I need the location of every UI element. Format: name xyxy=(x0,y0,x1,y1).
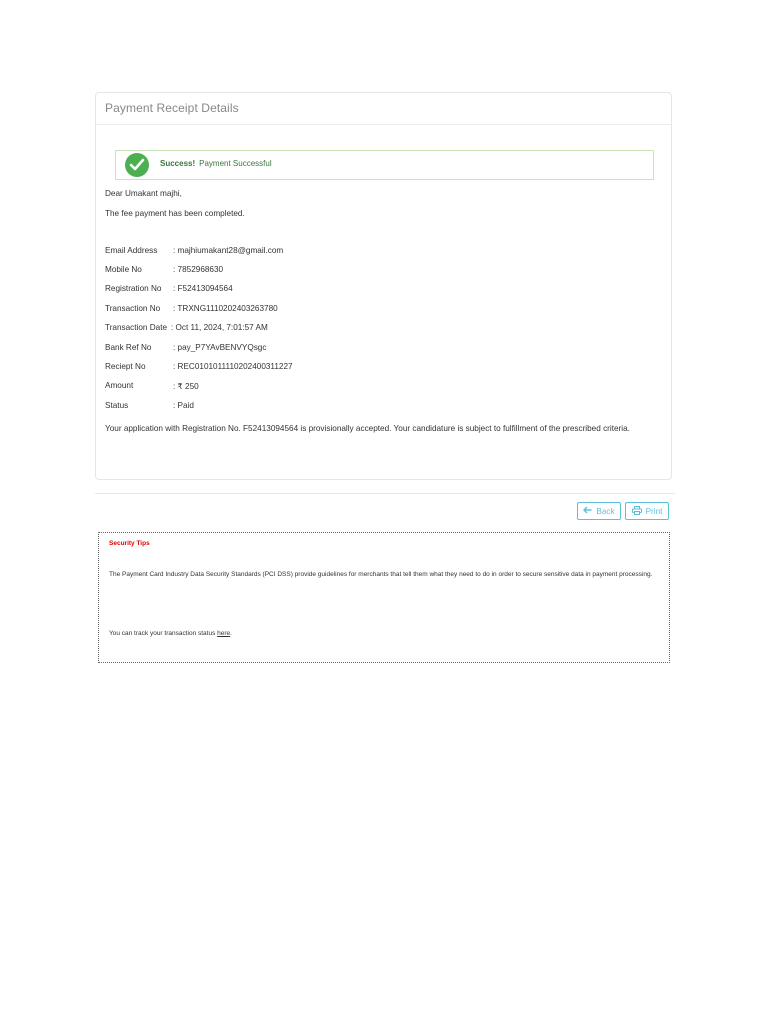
detail-value: : pay_P7YAvBENVYQsgc xyxy=(173,343,267,352)
detail-value: : majhiumakant28@gmail.com xyxy=(173,246,284,255)
divider xyxy=(95,493,675,494)
check-circle-icon xyxy=(125,153,149,177)
detail-value: : Oct 11, 2024, 7:01:57 AM xyxy=(171,323,268,332)
back-label: Back xyxy=(596,506,615,516)
detail-label: Email Address xyxy=(105,246,158,255)
detail-value: : F52413094564 xyxy=(173,284,233,293)
detail-label: Registration No xyxy=(105,284,162,293)
greeting: Dear Umakant majhi, xyxy=(105,189,182,198)
detail-value: : Paid xyxy=(173,401,194,410)
detail-value: : TRXNG1110202403263780 xyxy=(173,304,278,313)
track-status-link[interactable]: here xyxy=(217,630,231,637)
print-label: Print xyxy=(645,506,663,516)
detail-label: Reciept No xyxy=(105,362,146,371)
printer-icon xyxy=(632,506,642,517)
detail-value: : 7852968630 xyxy=(173,265,224,274)
alert-message: Payment Successful xyxy=(199,159,272,168)
security-tips-title: Security Tips xyxy=(109,540,150,547)
alert-text xyxy=(160,159,272,168)
security-tips-text: The Payment Card Industry Data Security Standards (PCI DSS) provide guidelines for merchants that tell them what they need to do in order to secure sensitive data in payment processing. xyxy=(109,571,653,578)
provisional-note: Your application with Registration No. F52413094564 is provisionally accepted. Your candidature is subject to fulfillment of the prescribed criteria. xyxy=(105,424,630,433)
arrow-left-icon xyxy=(583,506,592,516)
detail-label: Bank Ref No xyxy=(105,343,152,352)
detail-value: : REC0101011110202400311227 xyxy=(173,362,293,371)
intro-text: The fee payment has been completed. xyxy=(105,209,245,218)
alert-strong: Success! xyxy=(160,159,196,168)
security-tips-box xyxy=(98,532,670,663)
back-button[interactable] xyxy=(577,502,621,520)
success-alert xyxy=(115,150,654,180)
detail-label: Amount xyxy=(105,381,134,390)
track-suffix: . xyxy=(230,630,232,637)
detail-label: Mobile No xyxy=(105,265,142,274)
detail-value: : ₹ 250 xyxy=(173,382,199,391)
receipt-panel xyxy=(95,92,672,480)
print-button[interactable] xyxy=(625,502,669,520)
track-status-text xyxy=(109,630,232,637)
detail-label: Transaction No xyxy=(105,304,161,313)
track-prefix: You can track your transaction status xyxy=(109,630,218,637)
detail-label: Transaction Date xyxy=(105,323,168,332)
panel-title: Payment Receipt Details xyxy=(96,93,671,125)
detail-label: Status xyxy=(105,401,129,410)
